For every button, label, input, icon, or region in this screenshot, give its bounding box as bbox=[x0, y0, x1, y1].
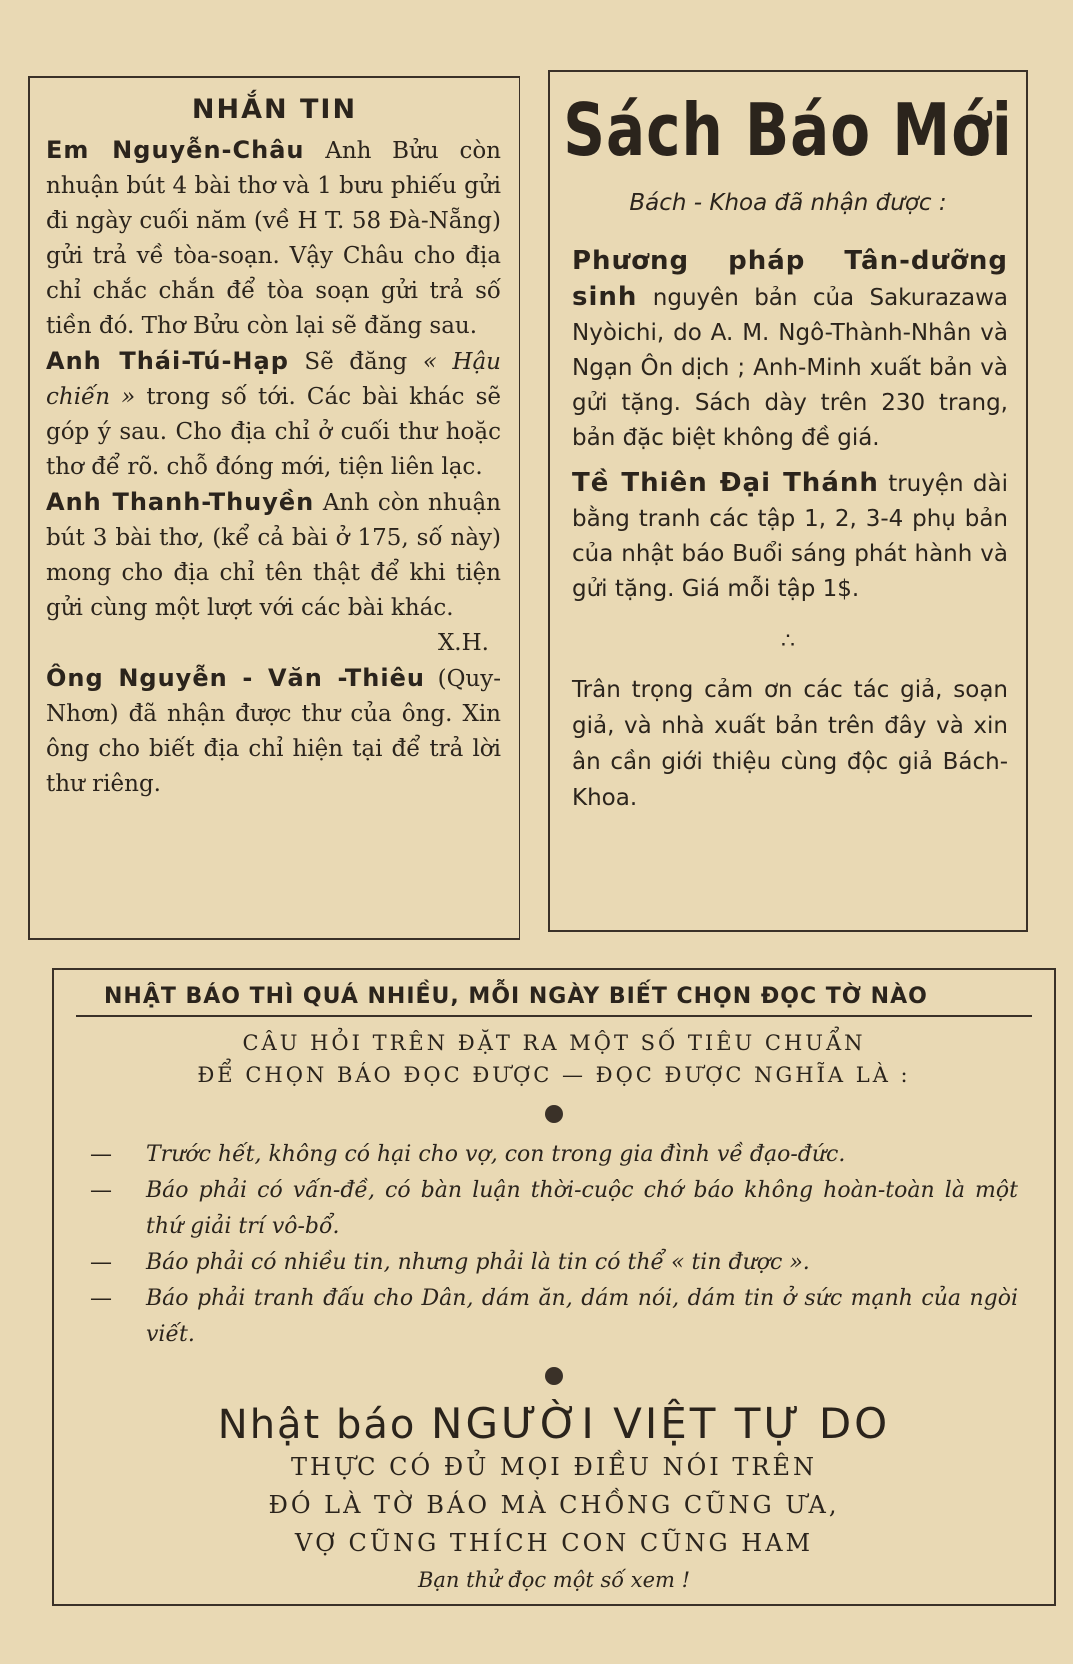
criteria-text: Báo phải tranh đấu cho Dân, dám ăn, dám nói, dám tin ở sức mạnh của ngòi viết. bbox=[146, 1286, 1018, 1347]
criteria-item bbox=[90, 1173, 1018, 1245]
brand-prefix: Nhật báo bbox=[217, 1402, 432, 1448]
brand-name: NGƯỜI VIỆT TỰ DO bbox=[431, 1399, 891, 1448]
bullet-dot-icon bbox=[545, 1367, 563, 1385]
message-4 bbox=[46, 661, 501, 802]
book-2-text: truyện dài bằng tranh các tập 1, 2, 3-4 phụ bản của nhật báo Buổi sáng phát hành và gửi tặng. Giá mỗi tập 1$. bbox=[572, 471, 1008, 602]
message-1-recipient: Em Nguyễn-Châu bbox=[46, 136, 305, 164]
message-4-recipient: Ông Nguyễn - Văn -Thiêu bbox=[46, 664, 425, 692]
bullet-dot-icon bbox=[545, 1105, 563, 1123]
message-2-recipient: Anh Thái-Tú-Hạp bbox=[46, 347, 289, 375]
book-1-text: nguyên bản của Sakurazawa Nyòichi, do A. M. Ngô-Thành-Nhân và Ngạn Ôn dịch ; Anh-Minh xuất bản và gửi tặng. Sách dày trên 230 trang, bản đặc biệt không đề giá. bbox=[572, 285, 1008, 451]
messages-body bbox=[30, 133, 519, 802]
message-2-text: trong số tới. Các bài khác sẽ góp ý sau. Cho địa chỉ ở cuối thư hoặc thơ để rõ. chỗ đóng mới, tiện liên lạc. bbox=[46, 384, 501, 480]
new-books-closing: Trân trọng cảm ơn các tác giả, soạn giả, và nhà xuất bản trên đây và xin ân cần giới thiệu cùng độc giả Bách-Khoa. bbox=[572, 677, 1008, 811]
book-entry-1 bbox=[572, 244, 1008, 456]
new-books-box bbox=[548, 70, 1028, 932]
message-3 bbox=[46, 485, 501, 626]
new-books-body bbox=[550, 244, 1026, 607]
messages-box bbox=[28, 76, 520, 940]
criteria-text: Báo phải có vấn-đề, có bàn luận thời-cuộc chớ báo không hoàn-toàn là một thứ giải trí vô-bổ. bbox=[146, 1178, 1018, 1239]
message-2-work-title: « Hậu chiến » bbox=[46, 349, 501, 410]
slogan-line-2: ĐÓ LÀ TỜ BÁO MÀ CHỒNG CŨNG ƯA, bbox=[268, 1491, 840, 1519]
message-4-text: (Quy-Nhơn) đã nhận được thư của ông. Xin ông cho biết địa chỉ hiện tại để trả lời thư riêng. bbox=[46, 666, 502, 797]
section-separator: ∴ bbox=[781, 629, 795, 654]
message-1 bbox=[46, 133, 501, 344]
criteria-list bbox=[54, 1137, 1054, 1353]
slogan-line-1: THỰC CÓ ĐỦ MỌI ĐIỀU NÓI TRÊN bbox=[290, 1453, 818, 1481]
slogan-line-3: VỢ CŨNG THÍCH CON CŨNG HAM bbox=[294, 1529, 814, 1557]
new-books-subtitle: Bách - Khoa đã nhận được : bbox=[629, 190, 947, 216]
dash-icon: — bbox=[90, 1142, 112, 1167]
ad-slogan bbox=[54, 1448, 1054, 1562]
messages-title: NHẮN TIN bbox=[191, 94, 358, 125]
book-2-title: Tề Thiên Đại Thánh bbox=[572, 468, 879, 498]
dash-icon: — bbox=[90, 1250, 112, 1275]
newspaper-ad-box bbox=[52, 968, 1056, 1606]
criteria-text: Trước hết, không có hại cho vợ, con trong gia đình về đạo-đức. bbox=[146, 1142, 846, 1167]
new-books-title: Sách Báo Mới bbox=[563, 87, 1013, 173]
message-2 bbox=[46, 344, 501, 485]
criteria-item bbox=[90, 1245, 1018, 1281]
dash-icon: — bbox=[90, 1286, 112, 1311]
messages-signature: X.H. bbox=[437, 630, 489, 656]
book-entry-2 bbox=[572, 466, 1008, 607]
criteria-item bbox=[90, 1281, 1018, 1353]
ad-subheading-line-1: CÂU HỎI TRÊN ĐẶT RA MỘT SỐ TIÊU CHUẨN bbox=[242, 1031, 866, 1055]
call-to-action: Bạn thử đọc một số xem ! bbox=[417, 1568, 691, 1592]
ad-headline: NHẬT BÁO THÌ QUÁ NHIỀU, MỖI NGÀY BIẾT CHỌN ĐỌC TỜ NÀO bbox=[76, 970, 1032, 1017]
message-3-recipient: Anh Thanh-Thuyền bbox=[46, 488, 315, 516]
ad-subheading bbox=[54, 1027, 1054, 1091]
message-1-text: Anh Bửu còn nhuận bút 4 bài thơ và 1 bưu phiếu gửi đi ngày cuối năm (về H T. 58 Đà-Nẵng) gửi trả về tòa-soạn. Vậy Châu cho địa chỉ chắc chắn để tòa soạn gửi trả số tiền đó. Thơ Bửu còn lại sẽ đăng sau. bbox=[46, 138, 501, 339]
message-3-text: Anh còn nhuận bút 3 bài thơ, (kể cả bài ở 175, số này) mong cho địa chỉ tên thật để khi tiện gửi cùng một lượt với các bài khác. bbox=[46, 490, 501, 621]
ad-subheading-line-2: ĐỂ CHỌN BÁO ĐỌC ĐƯỢC — ĐỌC ĐƯỢC NGHĨA LÀ : bbox=[197, 1063, 911, 1087]
dash-icon: — bbox=[90, 1178, 112, 1203]
criteria-item bbox=[90, 1137, 1018, 1173]
book-1-title: Phương pháp Tân-dưỡng sinh bbox=[572, 246, 1008, 312]
newspaper-brand bbox=[54, 1399, 1054, 1448]
message-2-pre: Sẽ đăng bbox=[288, 349, 423, 375]
criteria-text: Báo phải có nhiều tin, nhưng phải là tin có thể « tin được ». bbox=[146, 1250, 810, 1275]
